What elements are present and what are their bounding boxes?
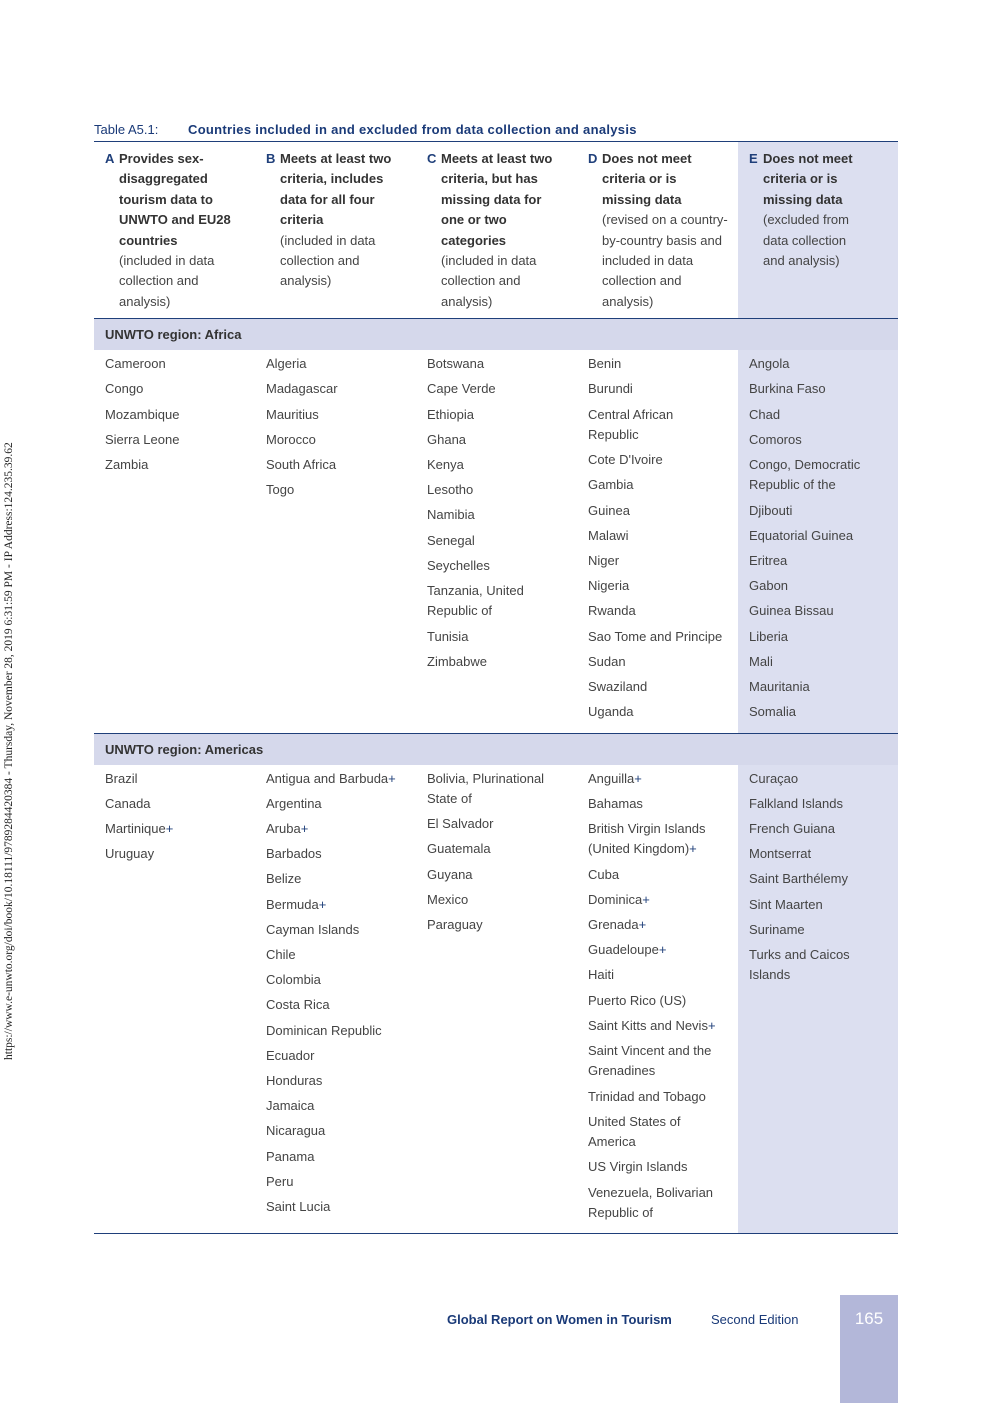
column-header-b xyxy=(255,142,416,318)
column-c-list xyxy=(416,350,577,732)
country-item: Panama xyxy=(266,1148,315,1164)
country-item: Cape Verde xyxy=(427,381,496,397)
country-item: Senegal xyxy=(427,532,475,548)
column-header-e xyxy=(738,142,898,318)
country-item: Chad xyxy=(749,406,781,422)
country-item: Sudan xyxy=(588,653,626,669)
table-header-row xyxy=(94,142,898,318)
column-note: (included in data collection and analysis) xyxy=(441,253,537,309)
country-item: Aruba+ xyxy=(266,820,309,836)
column-note: (revised on a country-by-country basis and included in data collection and analysis) xyxy=(602,212,728,309)
country-item: Tunisia xyxy=(427,628,469,644)
country-item: Sint Maarten xyxy=(749,896,823,912)
footer-report-title: Global Report on Women in Tourism xyxy=(447,1312,672,1327)
country-item: Guinea xyxy=(588,502,630,518)
country-item: Bahamas xyxy=(588,795,643,811)
country-item: Saint Vincent and the Grenadines xyxy=(588,1042,712,1079)
country-item: Bolivia, Plurinational State of xyxy=(427,770,545,806)
country-item: Benin xyxy=(588,356,622,372)
country-item: Colombia xyxy=(266,972,321,988)
country-item: Burundi xyxy=(588,381,633,397)
table-title: Countries included in and excluded from data collection and analysis xyxy=(188,122,637,137)
column-e-list xyxy=(738,765,898,1234)
country-item: Congo, Democratic Republic of the xyxy=(749,457,861,493)
country-item: Mozambique xyxy=(105,406,180,422)
country-item: Liberia xyxy=(749,628,789,644)
country-table xyxy=(94,141,898,1234)
country-item: Cameroon xyxy=(105,356,166,372)
column-d-list xyxy=(577,765,738,1234)
country-item: Argentina xyxy=(266,795,322,811)
country-item: Nicaragua xyxy=(266,1123,326,1139)
country-item: Niger xyxy=(588,553,620,569)
country-item: Montserrat xyxy=(749,846,812,862)
country-item: Mauritania xyxy=(749,679,810,695)
country-item: Zimbabwe xyxy=(427,653,487,669)
country-item: Saint Lucia xyxy=(266,1198,331,1214)
country-item: Dominican Republic xyxy=(266,1022,382,1038)
column-c-list xyxy=(416,765,577,1234)
column-a-list xyxy=(94,350,255,732)
column-note: (included in data collection and analysis) xyxy=(119,253,215,309)
country-item: Seychelles xyxy=(427,557,490,573)
column-heading: Meets at least two criteria, but has missing data for one or two categories xyxy=(441,151,553,248)
country-item: Congo xyxy=(105,381,144,397)
column-d-list xyxy=(577,350,738,732)
region-rows-africa xyxy=(94,350,898,732)
page-number-tab xyxy=(840,1295,898,1403)
column-note: (excluded from data collection and analysis) xyxy=(763,212,849,269)
country-item: Mauritius xyxy=(266,406,319,422)
column-header-d xyxy=(577,142,738,318)
country-item: Madagascar xyxy=(266,381,338,397)
country-item: Ecuador xyxy=(266,1047,315,1063)
country-item: Comoros xyxy=(749,431,802,447)
country-item: Rwanda xyxy=(588,603,636,619)
country-item: Honduras xyxy=(266,1072,323,1088)
country-item: Angola xyxy=(749,356,790,372)
country-item: Canada xyxy=(105,795,151,811)
country-item: Belize xyxy=(266,871,302,887)
country-item: Swaziland xyxy=(588,679,648,695)
country-item: Guinea Bissau xyxy=(749,603,834,619)
country-item: United States of America xyxy=(588,1113,681,1150)
column-heading: Provides sex-disaggregated tourism data to UNWTO and EU28 countries xyxy=(119,151,231,248)
country-item: Botswana xyxy=(427,356,485,372)
country-item: Trinidad and Tobago xyxy=(588,1088,706,1104)
country-item: Ghana xyxy=(427,431,467,447)
country-item: Paraguay xyxy=(427,916,483,932)
country-item: Falkland Islands xyxy=(749,795,843,811)
country-item: Guyana xyxy=(427,866,473,882)
country-item: Sierra Leone xyxy=(105,431,180,447)
country-item: Saint Barthélemy xyxy=(749,871,848,887)
column-header-a xyxy=(94,142,255,318)
country-item: Venezuela, Bolivarian Republic of xyxy=(588,1184,714,1220)
country-item: Zambia xyxy=(105,457,149,473)
country-item: Burkina Faso xyxy=(749,381,826,397)
country-item: Central African Republic xyxy=(588,406,674,443)
column-a-list xyxy=(94,765,255,1234)
column-e-list xyxy=(738,350,898,732)
country-item: Suriname xyxy=(749,921,805,937)
country-item: Costa Rica xyxy=(266,997,330,1013)
country-item: South Africa xyxy=(266,457,337,473)
country-item: Cayman Islands xyxy=(266,921,360,937)
page-number: 165 xyxy=(854,1309,884,1328)
country-item: Lesotho xyxy=(427,482,474,498)
country-item: El Salvador xyxy=(427,816,494,832)
country-item: Algeria xyxy=(266,356,307,372)
country-item: Tanzania, United Republic of xyxy=(427,583,524,619)
column-b-list xyxy=(255,765,416,1234)
country-item: Guatemala xyxy=(427,841,491,857)
table-caption xyxy=(94,122,898,137)
country-item: Antigua and Barbuda+ xyxy=(266,770,396,786)
country-item: Haiti xyxy=(588,967,615,983)
country-item: French Guiana xyxy=(749,820,835,836)
country-item: Uganda xyxy=(588,704,634,720)
country-item: Malawi xyxy=(588,527,629,543)
column-b-list xyxy=(255,350,416,732)
country-item: Sao Tome and Principe xyxy=(588,628,723,644)
footer-edition: Second Edition xyxy=(711,1312,799,1327)
country-item: British Virgin Islands (United Kingdom)+ xyxy=(588,820,706,857)
country-item: Guadeloupe+ xyxy=(588,942,667,958)
column-letter: B xyxy=(266,151,276,166)
table-number: Table A5.1: xyxy=(94,122,159,137)
country-item: Curaçao xyxy=(749,770,799,786)
country-item: Gabon xyxy=(749,578,789,594)
country-item: US Virgin Islands xyxy=(588,1159,688,1175)
country-item: Morocco xyxy=(266,431,316,447)
country-item: Gambia xyxy=(588,477,634,493)
column-letter: A xyxy=(105,151,115,166)
column-heading: Meets at least two criteria, includes data for all four criteria xyxy=(280,151,392,228)
country-item: Chile xyxy=(266,946,296,962)
column-heading: Does not meet criteria or is missing data xyxy=(763,151,853,207)
region-rows-americas xyxy=(94,765,898,1234)
country-item: Equatorial Guinea xyxy=(749,527,854,543)
country-item: Namibia xyxy=(427,507,475,523)
country-item: Brazil xyxy=(105,770,138,786)
region-heading-americas: UNWTO region: Americas xyxy=(94,733,898,765)
country-item: Nigeria xyxy=(588,578,630,594)
country-item: Uruguay xyxy=(105,846,155,862)
country-item: Mali xyxy=(749,653,773,669)
country-item: Martinique+ xyxy=(105,820,174,836)
country-item: Somalia xyxy=(749,704,796,720)
country-item: Peru xyxy=(266,1173,294,1189)
country-item: Puerto Rico (US) xyxy=(588,992,687,1008)
column-header-c xyxy=(416,142,577,318)
country-item: Eritrea xyxy=(749,553,788,569)
country-item: Bermuda+ xyxy=(266,896,327,912)
column-letter: C xyxy=(427,151,437,166)
region-heading-africa: UNWTO region: Africa xyxy=(94,318,898,350)
download-watermark: https://www.e-unwto.org/doi/book/10.18111/9789284420384 - Thursday, November 28, 2019 6:31:59 PM - IP Address:124.235.39.62 xyxy=(3,442,15,1060)
country-item: Barbados xyxy=(266,846,322,862)
country-item: Kenya xyxy=(427,457,464,473)
country-item: Jamaica xyxy=(266,1098,315,1114)
country-item: Anguilla+ xyxy=(588,770,642,786)
column-heading: Does not meet criteria or is missing data xyxy=(602,151,692,207)
column-letter: E xyxy=(749,151,758,166)
country-item: Turks and Caicos Islands xyxy=(749,946,850,983)
country-item: Saint Kitts and Nevis+ xyxy=(588,1017,716,1033)
country-item: Cote D'Ivoire xyxy=(588,452,663,468)
column-note: (included in data collection and analysis) xyxy=(280,232,376,289)
country-item: Djibouti xyxy=(749,502,793,518)
country-item: Cuba xyxy=(588,866,620,882)
country-item: Dominica+ xyxy=(588,891,650,907)
column-letter: D xyxy=(588,151,598,166)
country-item: Mexico xyxy=(427,891,469,907)
country-item: Togo xyxy=(266,482,295,498)
country-item: Ethiopia xyxy=(427,406,474,422)
country-item: Grenada+ xyxy=(588,916,647,932)
